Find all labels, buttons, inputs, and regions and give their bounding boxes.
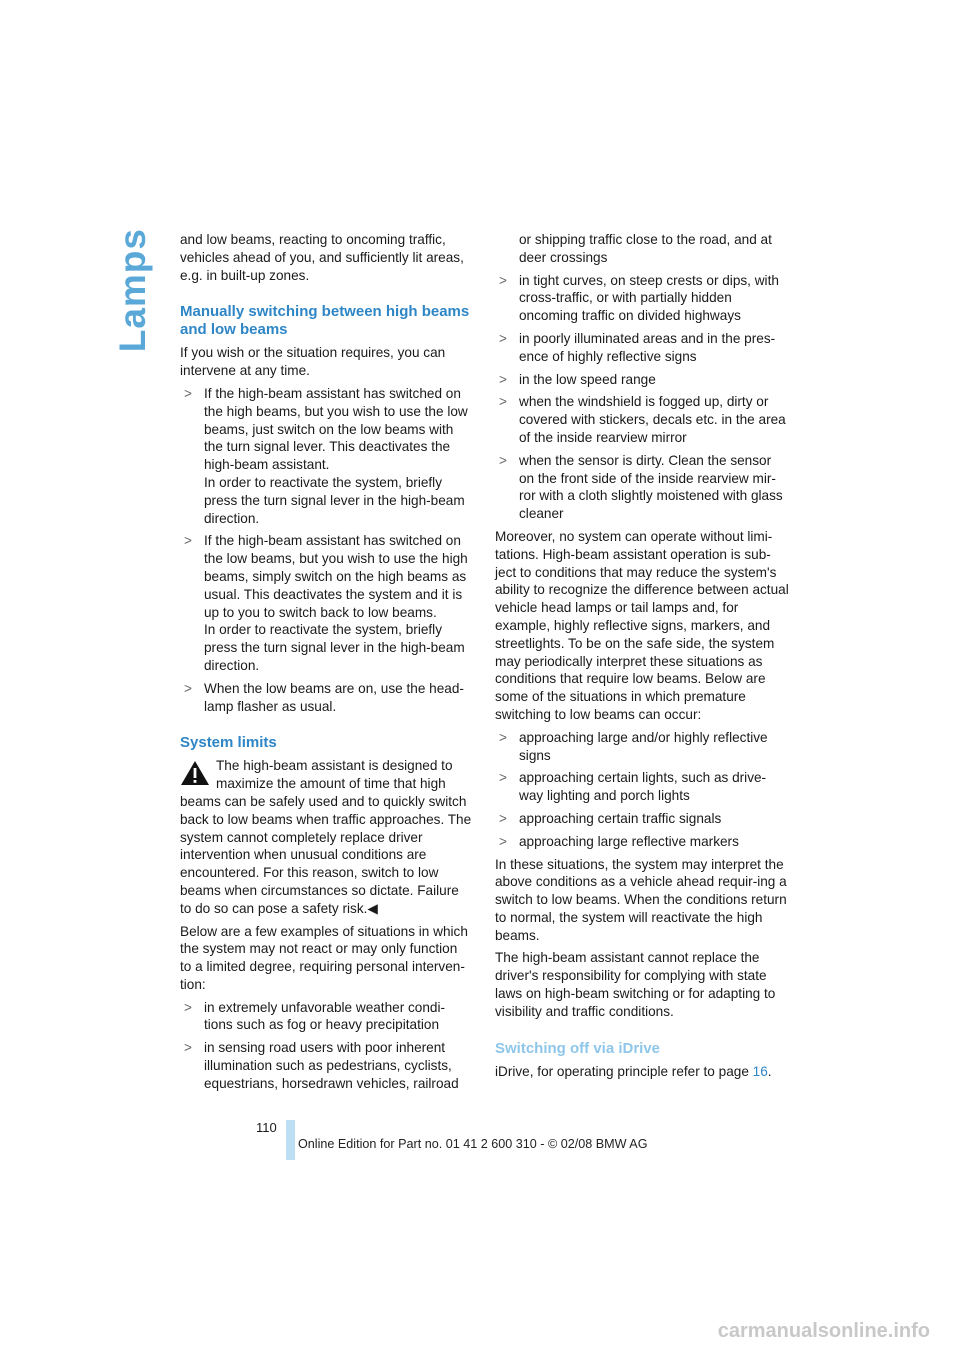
bullet-marker: > — [499, 833, 507, 849]
bullet-marker: > — [184, 999, 192, 1015]
right-column — [495, 231, 789, 1085]
list-item-continuation: or shipping traffic close to the road, and at deer crossings — [519, 232, 772, 265]
list-item: > when the windshield is fogged up, dirty or covered with stickers, decals etc. in the area of the inside rearview mirror — [499, 394, 786, 445]
list-item: > approaching large and/or highly reflective signs — [499, 729, 768, 763]
list-item: > When the low beams are on, use the head-lamp flasher as usual. — [184, 680, 464, 714]
bullet-marker: > — [499, 371, 507, 387]
heading-system-limits: System limits — [180, 734, 277, 752]
warning-triangle-icon — [180, 760, 210, 786]
bullet-marker: > — [499, 330, 507, 346]
bullet-marker: > — [184, 533, 192, 549]
examples-intro: Below are a few examples of situations in which the system may not react or may only function to a limited degree, requiring personal interven-tion: — [180, 923, 468, 992]
bullet-marker: > — [184, 385, 192, 401]
manual-intro: If you wish or the situation requires, you can intervene at any time. — [180, 345, 446, 379]
heading-switching-off: Switching off via iDrive — [495, 1039, 661, 1057]
bullet-marker: > — [499, 452, 507, 468]
bullet-marker: > — [184, 680, 192, 696]
footer-edition-note: Online Edition for Part no. 01 41 2 600 310 - © 02/08 BMW AG — [298, 1137, 648, 1151]
bullet-marker: > — [499, 729, 507, 745]
list-item: > in sensing road users with poor inherent illumination such as pedestrians, cyclists, equestrians, horsedrawn vehicles, railroad — [184, 1040, 459, 1091]
bullet-marker: > — [184, 1040, 192, 1056]
idrive-paragraph: iDrive, for operating principle refer to page 16. — [495, 1063, 772, 1079]
list-item: > when the sensor is dirty. Clean the sensor on the front side of the inside rearview mir-ror with a cloth slightly moistened with glass cleaner — [499, 452, 783, 522]
list-item: > approaching large reflective markers — [499, 833, 739, 849]
bullet-marker: > — [499, 394, 507, 410]
bullet-marker: > — [499, 770, 507, 786]
list-item: > in the low speed range — [499, 371, 656, 387]
manual-list — [180, 385, 472, 715]
bullet-marker: > — [499, 272, 507, 288]
page-number: 110 — [256, 1120, 277, 1135]
list-item: > If the high-beam assistant has switched on the high beams, but you wish to use the low beams, just switch on the low beams with the turn signal lever. This deactivates the high-beam assistant. In order to reactivate the system, briefly press the turn signal lever in the high-beam direction. — [184, 385, 468, 526]
heading-manual-switching: Manually switching between high beams and low beams — [180, 303, 470, 339]
page-reference-link[interactable]: 16 — [752, 1063, 768, 1079]
left-column — [180, 231, 472, 1098]
responsibility-paragraph: The high-beam assistant cannot replace the driver's responsibility for complying with state laws on high-beam switching or for adapting to visibility and traffic conditions. — [495, 950, 776, 1019]
list-item: > in poorly illuminated areas and in the pres-ence of highly reflective signs — [499, 330, 776, 364]
safety-warning: The high-beam assistant is designed to maximize the amount of time that high beams can be safely used and to quickly switch back to low beams when traffic approaches. The system cannot completely replace driver intervention when unusual conditions are encountered. For this reason, switch to low beams when circumstances so dictate. Failure to do so can pose a safety risk.◀ — [180, 758, 472, 916]
watermark: carmanualsonline.info — [717, 1320, 930, 1342]
list-item: > in extremely unfavorable weather condi-tions such as fog or heavy precipitation — [184, 999, 446, 1033]
premature-switching-list — [495, 729, 789, 851]
limitations-paragraph: Moreover, no system can operate without limi-tations. High-beam assistant operation is sub-ject to conditions that may reduce the system's ability to recognize the difference between actual vehicle head lamps or tail lamps and, for example, highly reflective signs, markers, and streetlights. To be on the safe side, the system may periodically interpret these situations as conditions that require low beams. Below are some of the situations in which premature switching to low beams can occur: — [495, 528, 789, 722]
list-item: > approaching certain traffic signals — [499, 810, 722, 826]
footer-accent-bar — [286, 1120, 295, 1160]
list-item: > If the high-beam assistant has switched on the low beams, but you wish to use the high beams, simply switch on the high beams as usual. This deactivates the system and it is up to you to switch back to low beams. In order to reactivate the system, briefly press the turn signal lever in the high-beam direction. — [184, 533, 468, 673]
end-marker: ◀ — [367, 900, 378, 916]
intro-paragraph: and low beams, reacting to oncoming traffic, vehicles ahead of you, and sufficiently lit areas, e.g. in built-up zones. — [180, 232, 464, 283]
interpret-paragraph: In these situations, the system may interpret the above conditions as a vehicle ahead requir-ing a switch to low beams. When the conditions return to normal, the system will reactivate the high beams. — [495, 856, 787, 943]
bullet-marker: > — [499, 810, 507, 826]
list-item: > approaching certain lights, such as drive-way lighting and porch lights — [499, 770, 767, 804]
examples-list — [180, 999, 472, 1093]
chapter-tab: Lamps — [112, 228, 153, 353]
examples-list-continued — [495, 272, 789, 523]
list-item: > in tight curves, on steep crests or dips, with cross-traffic, or with partially hidden oncoming traffic on divided highways — [499, 272, 779, 324]
